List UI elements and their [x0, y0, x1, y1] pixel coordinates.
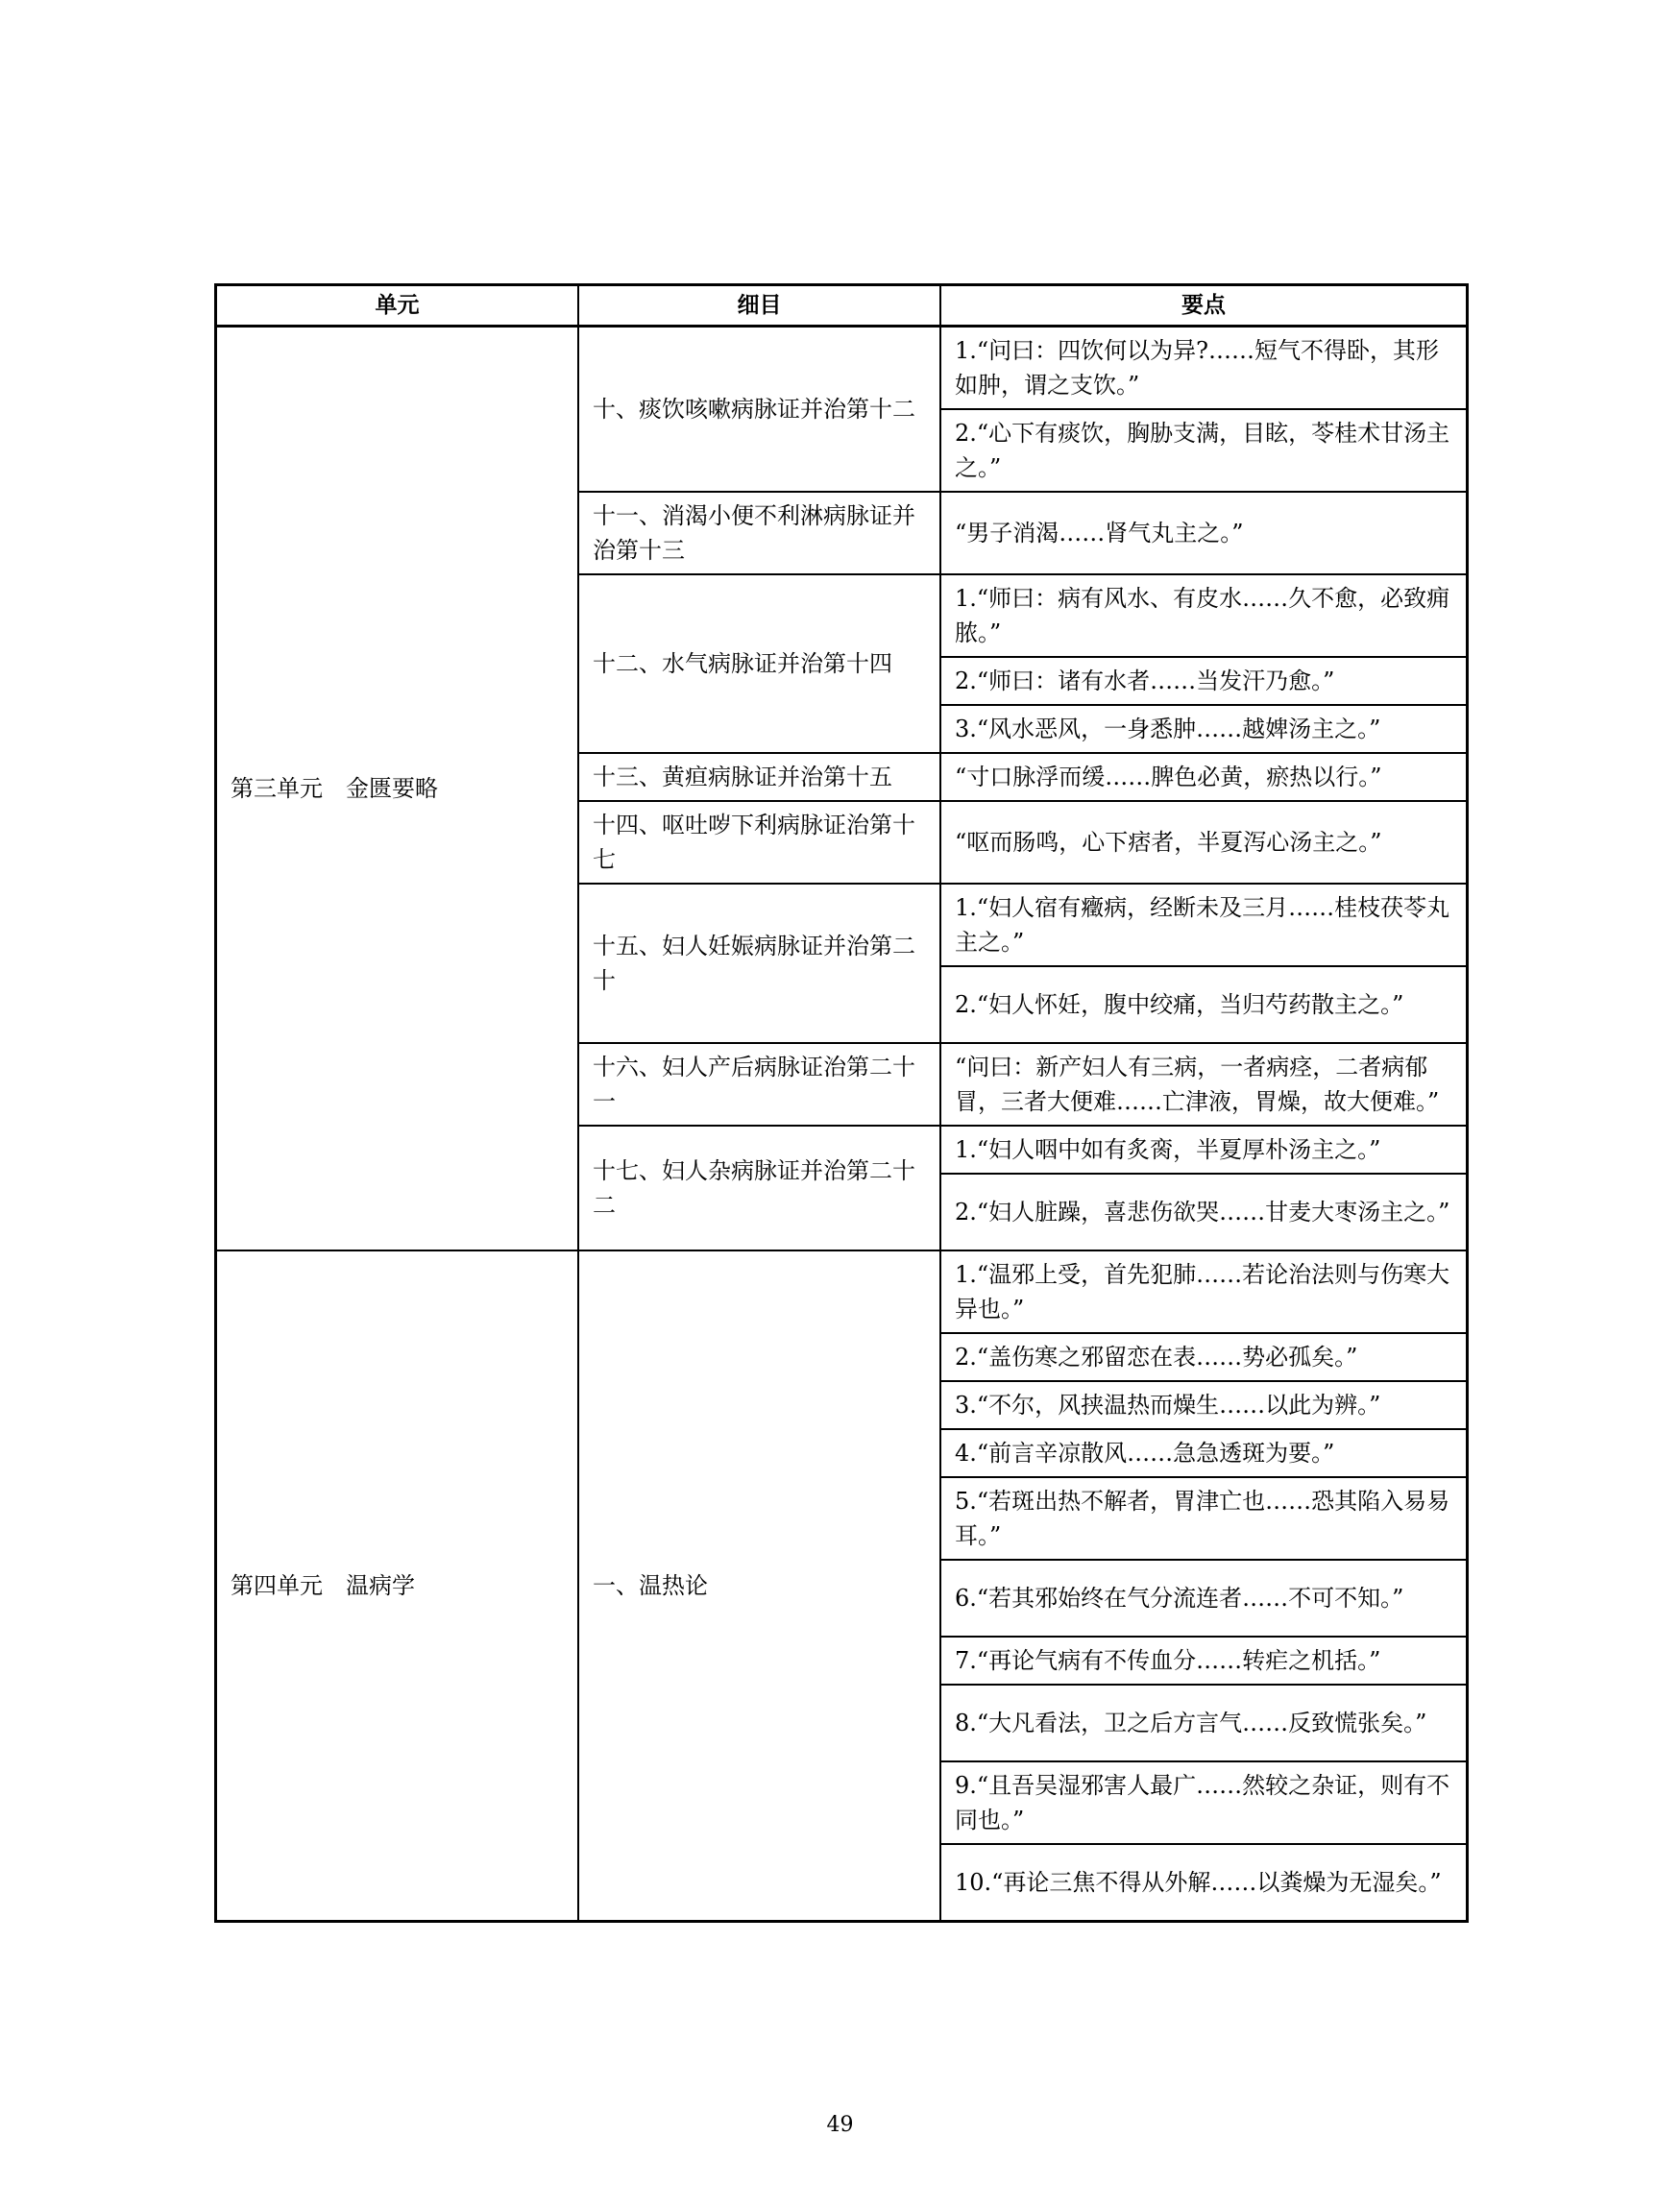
point-cell: “呕而肠鸣，心下痞者，半夏泻心汤主之。”	[940, 801, 1467, 884]
point-cell: 6.“若其邪始终在气分流连者……不可不知。”	[940, 1560, 1467, 1637]
point-cell: 8.“大凡看法，卫之后方言气……反致慌张矣。”	[940, 1685, 1467, 1761]
point-cell: 3.“风水恶风，一身悉肿……越婢汤主之。”	[940, 705, 1467, 753]
item-title-cell: 十、痰饮咳嗽病脉证并治第十二	[578, 327, 940, 493]
item-title-cell: 一、温热论	[578, 1250, 940, 1921]
point-cell: 2.“师曰：诸有水者……当发汗乃愈。”	[940, 657, 1467, 705]
point-cell: 1.“妇人咽中如有炙脔，半夏厚朴汤主之。”	[940, 1126, 1467, 1174]
page-number: 49	[826, 2113, 854, 2137]
item-title-cell: 十二、水气病脉证并治第十四	[578, 574, 940, 753]
point-cell: 1.“问曰：四饮何以为异?……短气不得卧，其形如肿，谓之支饮。”	[940, 327, 1467, 410]
point-cell: 5.“若斑出热不解者，胃津亡也……恐其陷入易易耳。”	[940, 1477, 1467, 1560]
point-cell: 2.“妇人怀妊，腹中绞痛，当归芍药散主之。”	[940, 966, 1467, 1043]
point-cell: 2.“妇人脏躁，喜悲伤欲哭……甘麦大枣汤主之。”	[940, 1174, 1467, 1250]
point-cell: 9.“且吾吴湿邪害人最广……然较之杂证，则有不同也。”	[940, 1761, 1467, 1844]
header-unit: 单元	[216, 285, 578, 327]
table-row	[216, 1250, 1467, 1333]
point-cell: 2.“盖伤寒之邪留恋在表……势必孤矣。”	[940, 1333, 1467, 1381]
point-cell: 10.“再论三焦不得从外解……以粪燥为无湿矣。”	[940, 1844, 1467, 1921]
table-header-row	[216, 285, 1467, 327]
item-title-cell: 十七、妇人杂病脉证并治第二十二	[578, 1126, 940, 1250]
point-cell: 3.“不尔，风挟温热而燥生……以此为辨。”	[940, 1381, 1467, 1429]
point-cell: 1.“师曰：病有风水、有皮水……久不愈，必致痈脓。”	[940, 574, 1467, 657]
unit-name-cell: 第三单元 金匮要略	[216, 327, 578, 1251]
point-cell: 7.“再论气病有不传血分……转疟之机括。”	[940, 1637, 1467, 1685]
point-cell: “男子消渴……肾气丸主之。”	[940, 492, 1467, 574]
point-cell: 2.“心下有痰饮，胸胁支满，目眩，苓桂术甘汤主之。”	[940, 409, 1467, 492]
table-body	[216, 327, 1467, 1922]
unit-name-cell: 第四单元 温病学	[216, 1250, 578, 1921]
item-title-cell: 十一、消渴小便不利淋病脉证并治第十三	[578, 492, 940, 574]
header-points: 要点	[940, 285, 1467, 327]
point-cell: “寸口脉浮而缓……脾色必黄，瘀热以行。”	[940, 753, 1467, 801]
syllabus-table	[215, 284, 1468, 1922]
point-cell: 1.“温邪上受，首先犯肺……若论治法则与伤寒大异也。”	[940, 1250, 1467, 1333]
item-title-cell: 十六、妇人产后病脉证治第二十一	[578, 1043, 940, 1126]
point-cell: “问曰：新产妇人有三病，一者病痉，二者病郁冒，三者大便难……亡津液，胃燥，故大便难。”	[940, 1043, 1467, 1126]
item-title-cell: 十四、呕吐哕下利病脉证治第十七	[578, 801, 940, 884]
point-cell: 1.“妇人宿有癥病，经断未及三月……桂枝茯苓丸主之。”	[940, 884, 1467, 966]
item-title-cell: 十三、黄疸病脉证并治第十五	[578, 753, 940, 801]
header-item: 细目	[578, 285, 940, 327]
point-cell: 4.“前言辛凉散风……急急透斑为要。”	[940, 1429, 1467, 1477]
item-title-cell: 十五、妇人妊娠病脉证并治第二十	[578, 884, 940, 1043]
table-row	[216, 327, 1467, 410]
